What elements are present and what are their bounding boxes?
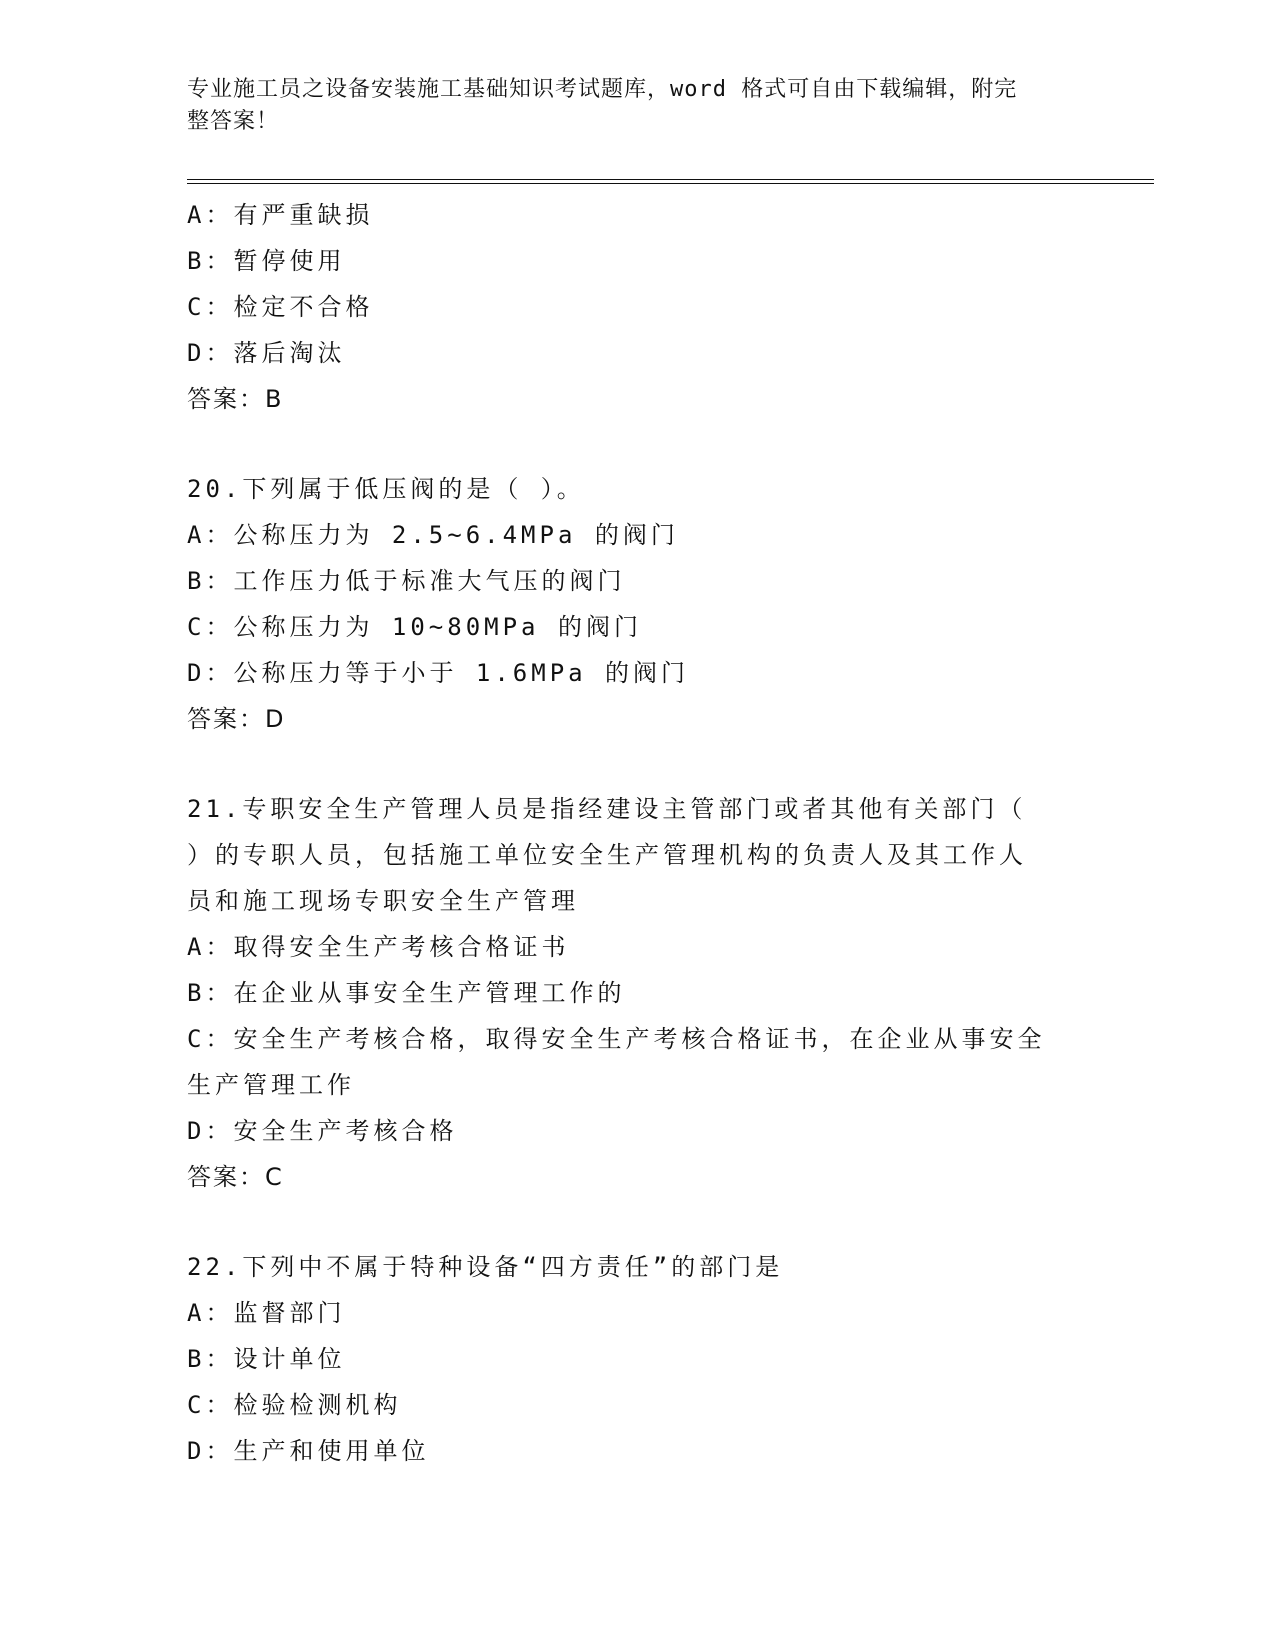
header-line-2: 整答案！ bbox=[187, 109, 280, 134]
option-b: B：在企业从事安全生产管理工作的 bbox=[187, 979, 626, 1007]
question-stem: 22.下列中不属于特种设备“四方责任”的部门是 bbox=[187, 1253, 784, 1281]
option-c-continued: 生产管理工作 bbox=[187, 1071, 355, 1099]
option-a: A：取得安全生产考核合格证书 bbox=[187, 933, 570, 961]
question-20 bbox=[187, 466, 1087, 742]
option-d: D：落后淘汰 bbox=[187, 339, 346, 367]
option-a: A：监督部门 bbox=[187, 1299, 346, 1327]
question-19 bbox=[187, 192, 1087, 422]
question-list bbox=[187, 192, 1087, 1474]
answer: 答案：C bbox=[187, 1163, 284, 1191]
question-stem: 员和施工现场专职安全生产管理 bbox=[187, 887, 579, 915]
question-22 bbox=[187, 1244, 1087, 1474]
option-b: B：工作压力低于标准大气压的阀门 bbox=[187, 567, 626, 595]
option-c: C：安全生产考核合格，取得安全生产考核合格证书，在企业从事安全 bbox=[187, 1025, 1046, 1053]
answer: 答案：B bbox=[187, 385, 284, 413]
question-stem: 21.专职安全生产管理人员是指经建设主管部门或者其他有关部门（ bbox=[187, 795, 1027, 823]
option-c: C：公称压力为 10~80MPa 的阀门 bbox=[187, 613, 642, 641]
option-d: D：生产和使用单位 bbox=[187, 1437, 430, 1465]
option-d: D：安全生产考核合格 bbox=[187, 1117, 458, 1145]
question-stem: 20.下列属于低压阀的是（ ）。 bbox=[187, 475, 585, 503]
question-21 bbox=[187, 786, 1087, 1200]
question-stem: ）的专职人员，包括施工单位安全生产管理机构的负责人及其工作人 bbox=[187, 841, 1027, 869]
option-c: C：检定不合格 bbox=[187, 293, 374, 321]
option-b: B：设计单位 bbox=[187, 1345, 346, 1373]
answer: 答案：D bbox=[187, 705, 286, 733]
option-b: B：暂停使用 bbox=[187, 247, 346, 275]
option-a: A：公称压力为 2.5~6.4MPa 的阀门 bbox=[187, 521, 679, 549]
option-d: D：公称压力等于小于 1.6MPa 的阀门 bbox=[187, 659, 690, 687]
document-header bbox=[187, 74, 1067, 138]
option-a: A：有严重缺损 bbox=[187, 201, 374, 229]
header-line-1: 专业施工员之设备安装施工基础知识考试题库，word 格式可自由下载编辑，附完 bbox=[187, 77, 1018, 102]
option-c: C：检验检测机构 bbox=[187, 1391, 402, 1419]
header-divider bbox=[187, 179, 1154, 184]
